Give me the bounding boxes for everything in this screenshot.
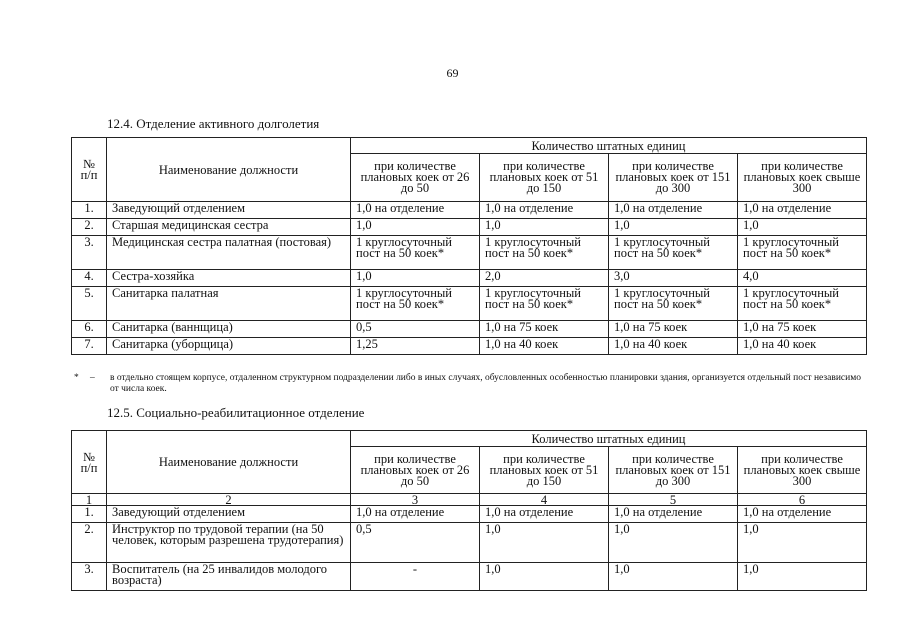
table-row	[72, 338, 867, 355]
row-value: 1 круглосуточный пост на 50 коек*	[738, 287, 867, 321]
row-num: 3.	[72, 236, 107, 270]
footnote-asterisk: *	[74, 373, 79, 383]
header-staff-units: Количество штатных единиц	[351, 431, 867, 447]
row-value: 1 круглосуточный пост на 50 коек*	[480, 236, 609, 270]
row-value: 1,0	[609, 523, 738, 563]
header-col-151-300: при количестве плановых коек от 151 до 300	[609, 154, 738, 202]
row-value: 2,0	[480, 270, 609, 287]
row-value: 1,0	[480, 523, 609, 563]
header-num: № п/п	[72, 431, 107, 494]
table-row	[72, 523, 867, 563]
row-value: 1,0 на 75 коек	[738, 321, 867, 338]
row-value: 1,0 на отделение	[351, 506, 480, 523]
row-value: 1,0 на отделение	[738, 202, 867, 219]
table-row	[72, 236, 867, 270]
row-value: 1 круглосуточный пост на 50 коек*	[480, 287, 609, 321]
row-position: Санитарка (уборщица)	[107, 338, 351, 355]
row-value: 1,0 на 40 коек	[480, 338, 609, 355]
row-position: Заведующий отделением	[107, 202, 351, 219]
row-value: 1,0	[609, 563, 738, 591]
row-value: 1 круглосуточный пост на 50 коек*	[351, 287, 480, 321]
row-value: 1,0	[738, 219, 867, 236]
section-title-social-rehab: 12.5. Социально-реабилитационное отделение	[107, 405, 365, 420]
row-position: Заведующий отделением	[107, 506, 351, 523]
header-num: № п/п	[72, 138, 107, 202]
row-value: 0,5	[351, 321, 480, 338]
row-position: Санитарка (ваннщица)	[107, 321, 351, 338]
column-number: 3	[351, 494, 480, 506]
row-position: Сестра-хозяйка	[107, 270, 351, 287]
row-value: 1,0 на 75 коек	[609, 321, 738, 338]
row-value: 1,0	[480, 563, 609, 591]
column-number: 6	[738, 494, 867, 506]
row-value: 4,0	[738, 270, 867, 287]
row-value: 1,25	[351, 338, 480, 355]
column-number: 4	[480, 494, 609, 506]
header-position-name: Наименование должности	[107, 138, 351, 202]
row-value: 1,0	[480, 219, 609, 236]
table-row	[72, 321, 867, 338]
page-number: 69	[446, 66, 459, 80]
row-position: Медицинская сестра палатная (постовая)	[107, 236, 351, 270]
column-numbers-row	[72, 494, 867, 506]
row-value: 0,5	[351, 523, 480, 563]
row-value: 1,0 на 40 коек	[738, 338, 867, 355]
row-value: 1,0 на 40 коек	[609, 338, 738, 355]
header-col-over-300: при количестве плановых коек свыше 300	[738, 154, 867, 202]
row-value: 1,0	[738, 563, 867, 591]
row-value: 1,0 на отделение	[738, 506, 867, 523]
header-col-151-300: при количестве плановых коек от 151 до 300	[609, 447, 738, 494]
row-num: 2.	[72, 219, 107, 236]
header-col-26-50: при количестве плановых коек от 26 до 50	[351, 154, 480, 202]
header-col-51-150: при количестве плановых коек от 51 до 150	[480, 447, 609, 494]
column-number: 5	[609, 494, 738, 506]
row-value: 1,0 на отделение	[609, 202, 738, 219]
column-number: 2	[107, 494, 351, 506]
column-number: 1	[72, 494, 107, 506]
row-num: 3.	[72, 563, 107, 591]
row-value: 1,0 на отделение	[480, 506, 609, 523]
table-row	[72, 270, 867, 287]
row-value: 1 круглосуточный пост на 50 коек*	[609, 287, 738, 321]
row-value: -	[351, 563, 480, 591]
row-num: 5.	[72, 287, 107, 321]
row-num: 2.	[72, 523, 107, 563]
header-col-over-300: при количестве плановых коек свыше 300	[738, 447, 867, 494]
row-value: 3,0	[609, 270, 738, 287]
row-value: 1 круглосуточный пост на 50 коек*	[738, 236, 867, 270]
row-num: 1.	[72, 202, 107, 219]
row-value: 1,0 на отделение	[480, 202, 609, 219]
row-position: Воспитатель (на 25 инвалидов молодого возраста)	[107, 563, 351, 591]
row-value: 1,0 на 75 коек	[480, 321, 609, 338]
row-value: 1 круглосуточный пост на 50 коек*	[351, 236, 480, 270]
row-position: Инструктор по трудовой терапии (на 50 человек, которым разрешена трудотерапия)	[107, 523, 351, 563]
staffing-table-social-rehab	[71, 430, 867, 591]
row-position: Санитарка палатная	[107, 287, 351, 321]
footnote-dash: –	[90, 373, 95, 383]
table-row	[72, 287, 867, 321]
row-num: 7.	[72, 338, 107, 355]
row-num: 6.	[72, 321, 107, 338]
row-value: 1,0	[738, 523, 867, 563]
row-num: 1.	[72, 506, 107, 523]
row-position: Старшая медицинская сестра	[107, 219, 351, 236]
header-col-26-50: при количестве плановых коек от 26 до 50	[351, 447, 480, 494]
row-value: 1,0	[351, 219, 480, 236]
header-staff-units: Количество штатных единиц	[351, 138, 867, 154]
table-row	[72, 563, 867, 591]
table-row	[72, 506, 867, 523]
header-col-51-150: при количестве плановых коек от 51 до 150	[480, 154, 609, 202]
row-value: 1,0 на отделение	[609, 506, 738, 523]
row-value: 1 круглосуточный пост на 50 коек*	[609, 236, 738, 270]
header-position-name: Наименование должности	[107, 431, 351, 494]
footnote-text: в отдельно стоящем корпусе, отдаленном структурном подразделении либо в иных случаях, обусловленных особенностью планировки здания, организуется отдельный пост независимо от числа коек.	[110, 373, 861, 394]
row-value: 1,0	[351, 270, 480, 287]
staffing-table-active-longevity	[71, 137, 867, 355]
row-value: 1,0 на отделение	[351, 202, 480, 219]
section-title-active-longevity: 12.4. Отделение активного долголетия	[107, 116, 320, 131]
table-row	[72, 219, 867, 236]
table-row	[72, 202, 867, 219]
footnote	[74, 373, 864, 395]
row-num: 4.	[72, 270, 107, 287]
row-value: 1,0	[609, 219, 738, 236]
